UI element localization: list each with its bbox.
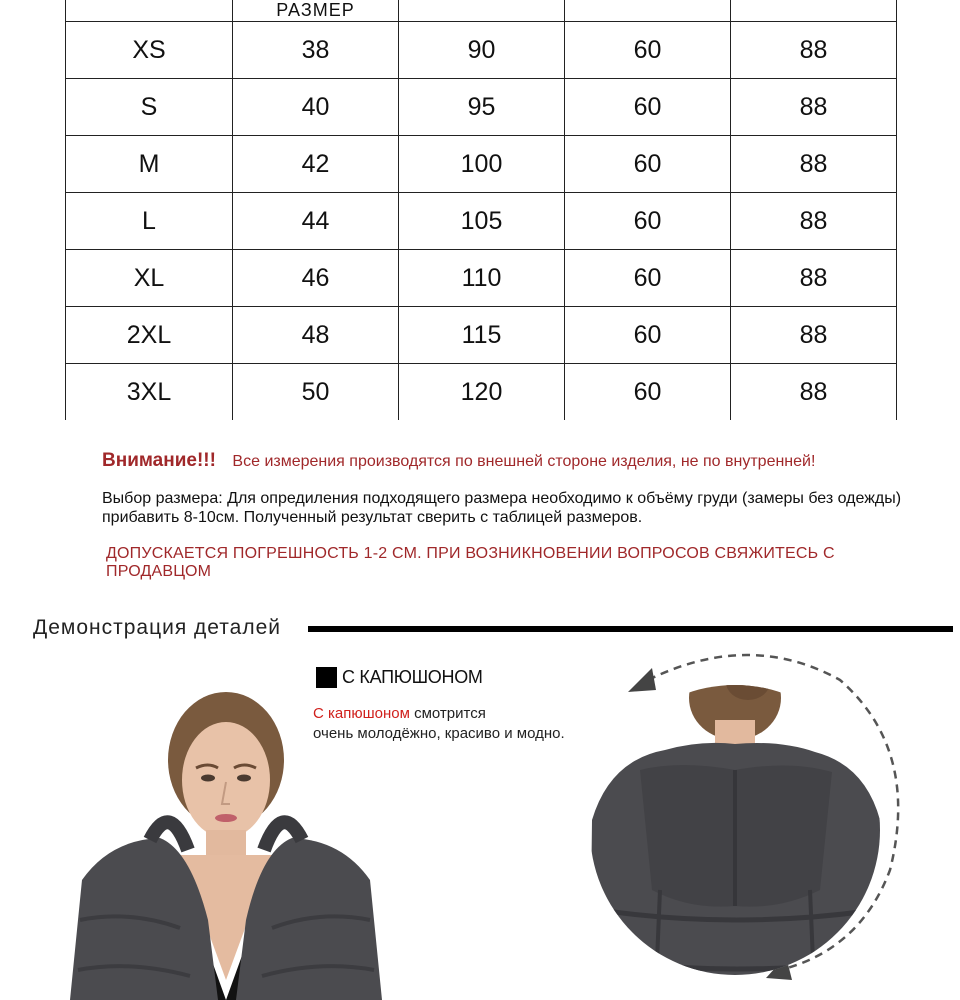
table-cell: 90 [399, 22, 565, 79]
feature-text-1: смотрится [409, 705, 486, 722]
table-cell: 95 [399, 79, 565, 136]
attention-title: Внимание!!! [102, 450, 216, 471]
table-header-cell [565, 0, 731, 22]
tolerance-note: ДОПУСКАЕТСЯ ПОГРЕШНОСТЬ 1-2 СМ. ПРИ ВОЗНИКНОВЕНИИ ВОПРОСОВ СВЯЖИТЕСЬ С ПРОДАВЦОМ [106, 545, 835, 580]
size-label-cell: S [66, 79, 233, 136]
table-row [66, 193, 897, 250]
table-row [66, 136, 897, 193]
table-cell: 60 [565, 79, 731, 136]
table-cell: 115 [399, 307, 565, 364]
table-header-cell [731, 0, 897, 22]
table-cell: 88 [731, 136, 897, 193]
size-label-cell: XS [66, 22, 233, 79]
rotate-arrow-top-icon [628, 668, 656, 692]
table-cell: 60 [565, 22, 731, 79]
table-cell: 40 [233, 79, 399, 136]
table-header-cell [66, 0, 233, 22]
table-cell: 88 [731, 193, 897, 250]
size-label-cell: L [66, 193, 233, 250]
table-cell: 120 [399, 364, 565, 421]
table-cell: 60 [565, 250, 731, 307]
section-title: Демонстрация деталей [33, 616, 282, 639]
feature-title-text: С КАПЮШОНОМ [342, 667, 483, 687]
section-divider [308, 626, 953, 632]
table-cell: 48 [233, 307, 399, 364]
attention-note [102, 450, 922, 472]
table-cell: 60 [565, 136, 731, 193]
table-cell: 60 [565, 364, 731, 421]
table-cell: 42 [233, 136, 399, 193]
table-row [66, 79, 897, 136]
table-header-cell: РАЗМЕР [233, 0, 399, 22]
feature-highlight: С капюшоном [313, 705, 410, 722]
table-cell: 105 [399, 193, 565, 250]
size-table-body [66, 0, 897, 420]
table-cell: 50 [233, 364, 399, 421]
table-cell: 60 [565, 193, 731, 250]
table-cell: 88 [731, 250, 897, 307]
table-cell: 88 [731, 364, 897, 421]
size-choice-note: Выбор размера: Для опредиления подходящего размера необходимо к объёму груди (замеры без одежды) прибавить 8-10см. Полученный результат сверить с таблицей размеров. [102, 490, 902, 526]
table-row [66, 307, 897, 364]
table-cell: 88 [731, 307, 897, 364]
size-label-cell: 2XL [66, 307, 233, 364]
feature-text-2: очень молодёжно, красиво и модно. [313, 725, 565, 742]
size-label-cell: XL [66, 250, 233, 307]
table-row [66, 364, 897, 421]
attention-text: Все измерения производятся по внешней стороне изделия, не по внутренней! [232, 453, 816, 470]
hood-detail-image [570, 640, 930, 985]
table-cell: 110 [399, 250, 565, 307]
table-header-cell [399, 0, 565, 22]
table-row [66, 250, 897, 307]
table-row [66, 22, 897, 79]
size-label-cell: 3XL [66, 364, 233, 421]
size-table [65, 0, 897, 420]
size-label-cell: M [66, 136, 233, 193]
model-front-image [40, 680, 400, 1000]
table-cell: 44 [233, 193, 399, 250]
table-cell: 88 [731, 22, 897, 79]
table-cell: 38 [233, 22, 399, 79]
table-cell: 88 [731, 79, 897, 136]
table-cell: 60 [565, 307, 731, 364]
table-cell: 46 [233, 250, 399, 307]
table-header-row [66, 0, 897, 22]
table-cell: 100 [399, 136, 565, 193]
